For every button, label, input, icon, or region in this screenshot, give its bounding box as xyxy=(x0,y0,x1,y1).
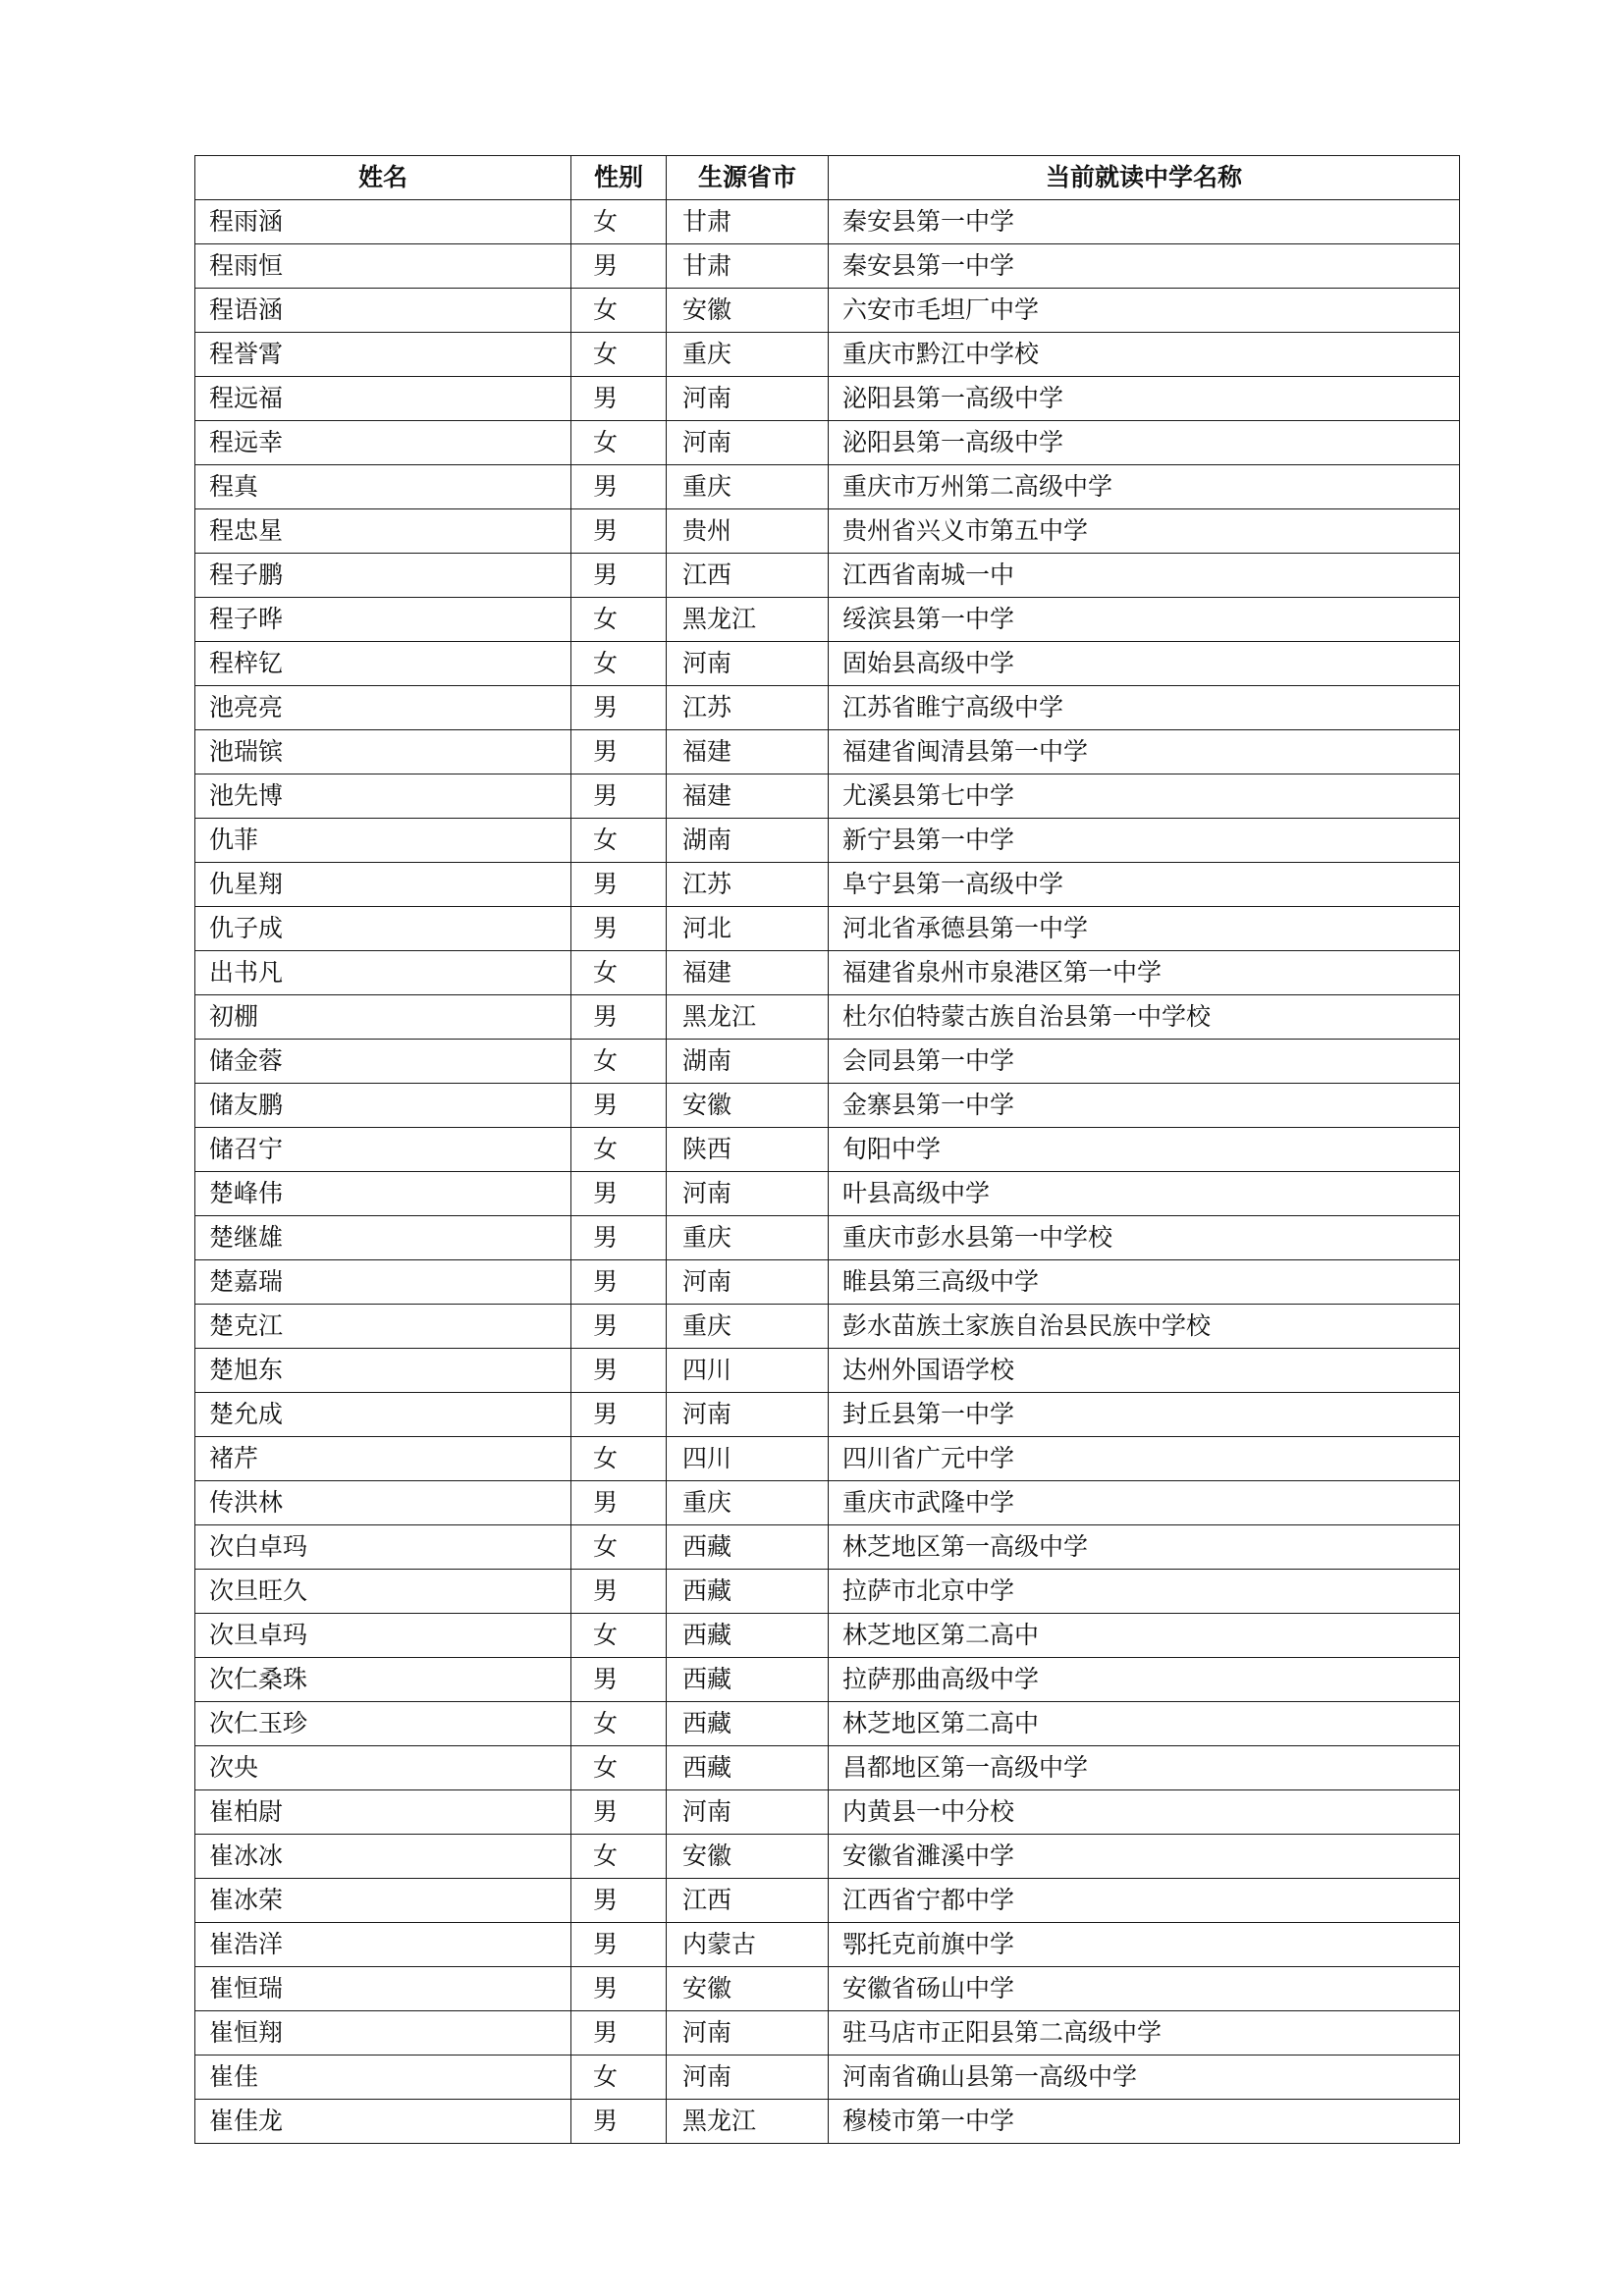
cell-school: 河南省确山县第一高级中学 xyxy=(829,2056,1460,2100)
cell-gender: 男 xyxy=(571,1658,667,1702)
cell-gender: 男 xyxy=(571,1967,667,2011)
cell-name: 程远福 xyxy=(195,377,571,421)
cell-school: 杜尔伯特蒙古族自治县第一中学校 xyxy=(829,995,1460,1040)
cell-school: 泌阳县第一高级中学 xyxy=(829,377,1460,421)
cell-gender: 男 xyxy=(571,774,667,819)
cell-gender: 男 xyxy=(571,863,667,907)
table-row xyxy=(195,730,1460,774)
cell-province: 重庆 xyxy=(667,465,829,509)
cell-province: 西藏 xyxy=(667,1525,829,1570)
cell-school: 贵州省兴义市第五中学 xyxy=(829,509,1460,554)
table-row xyxy=(195,1393,1460,1437)
cell-gender: 男 xyxy=(571,465,667,509)
table-row xyxy=(195,1305,1460,1349)
cell-province: 河南 xyxy=(667,1790,829,1835)
table-row xyxy=(195,1525,1460,1570)
table-row xyxy=(195,2056,1460,2100)
cell-province: 贵州 xyxy=(667,509,829,554)
cell-name: 池先博 xyxy=(195,774,571,819)
cell-gender: 男 xyxy=(571,1172,667,1216)
table-row xyxy=(195,598,1460,642)
cell-name: 楚峰伟 xyxy=(195,1172,571,1216)
cell-province: 安徽 xyxy=(667,289,829,333)
cell-school: 穆棱市第一中学 xyxy=(829,2100,1460,2144)
cell-school: 封丘县第一中学 xyxy=(829,1393,1460,1437)
table-row xyxy=(195,244,1460,289)
cell-gender: 男 xyxy=(571,1349,667,1393)
table-row xyxy=(195,1172,1460,1216)
table-row xyxy=(195,289,1460,333)
cell-school: 安徽省砀山中学 xyxy=(829,1967,1460,2011)
cell-name: 崔柏尉 xyxy=(195,1790,571,1835)
cell-gender: 男 xyxy=(571,686,667,730)
table-row xyxy=(195,1128,1460,1172)
cell-province: 黑龙江 xyxy=(667,2100,829,2144)
table-row xyxy=(195,200,1460,244)
cell-name: 楚旭东 xyxy=(195,1349,571,1393)
cell-province: 甘肃 xyxy=(667,200,829,244)
cell-school: 江西省南城一中 xyxy=(829,554,1460,598)
cell-name: 崔恒瑞 xyxy=(195,1967,571,2011)
cell-school: 会同县第一中学 xyxy=(829,1040,1460,1084)
cell-name: 次白卓玛 xyxy=(195,1525,571,1570)
cell-school: 拉萨那曲高级中学 xyxy=(829,1658,1460,1702)
cell-gender: 男 xyxy=(571,1260,667,1305)
table-row xyxy=(195,2011,1460,2056)
cell-school: 旬阳中学 xyxy=(829,1128,1460,1172)
cell-gender: 男 xyxy=(571,995,667,1040)
cell-gender: 男 xyxy=(571,244,667,289)
cell-name: 初棚 xyxy=(195,995,571,1040)
cell-province: 重庆 xyxy=(667,1305,829,1349)
cell-gender: 男 xyxy=(571,1084,667,1128)
table-row xyxy=(195,907,1460,951)
table-row xyxy=(195,554,1460,598)
table-row xyxy=(195,509,1460,554)
cell-school: 阜宁县第一高级中学 xyxy=(829,863,1460,907)
cell-province: 江苏 xyxy=(667,863,829,907)
cell-gender: 男 xyxy=(571,1879,667,1923)
cell-school: 泌阳县第一高级中学 xyxy=(829,421,1460,465)
cell-school: 重庆市武隆中学 xyxy=(829,1481,1460,1525)
cell-school: 彭水苗族土家族自治县民族中学校 xyxy=(829,1305,1460,1349)
cell-gender: 女 xyxy=(571,289,667,333)
cell-name: 崔佳龙 xyxy=(195,2100,571,2144)
cell-province: 河南 xyxy=(667,2011,829,2056)
cell-name: 程雨涵 xyxy=(195,200,571,244)
cell-name: 崔冰冰 xyxy=(195,1835,571,1879)
table-row xyxy=(195,465,1460,509)
cell-gender: 女 xyxy=(571,1702,667,1746)
cell-gender: 女 xyxy=(571,200,667,244)
cell-name: 次旦卓玛 xyxy=(195,1614,571,1658)
student-roster-table xyxy=(194,155,1460,2144)
table-row xyxy=(195,1746,1460,1790)
cell-province: 四川 xyxy=(667,1349,829,1393)
cell-name: 储友鹏 xyxy=(195,1084,571,1128)
cell-name: 程梓钇 xyxy=(195,642,571,686)
table-row xyxy=(195,686,1460,730)
cell-name: 程誉霄 xyxy=(195,333,571,377)
cell-school: 江西省宁都中学 xyxy=(829,1879,1460,1923)
cell-province: 安徽 xyxy=(667,1084,829,1128)
table-body xyxy=(195,200,1460,2144)
cell-name: 池瑞镔 xyxy=(195,730,571,774)
cell-gender: 女 xyxy=(571,1128,667,1172)
cell-gender: 女 xyxy=(571,1040,667,1084)
cell-school: 林芝地区第一高级中学 xyxy=(829,1525,1460,1570)
cell-province: 河南 xyxy=(667,1172,829,1216)
cell-school: 福建省闽清县第一中学 xyxy=(829,730,1460,774)
cell-province: 甘肃 xyxy=(667,244,829,289)
cell-name: 楚允成 xyxy=(195,1393,571,1437)
cell-province: 黑龙江 xyxy=(667,995,829,1040)
cell-gender: 女 xyxy=(571,1614,667,1658)
cell-name: 程雨恒 xyxy=(195,244,571,289)
cell-province: 福建 xyxy=(667,774,829,819)
cell-school: 福建省泉州市泉港区第一中学 xyxy=(829,951,1460,995)
header-name: 姓名 xyxy=(195,156,571,200)
table-row xyxy=(195,1923,1460,1967)
cell-province: 河南 xyxy=(667,421,829,465)
cell-gender: 男 xyxy=(571,1216,667,1260)
cell-school: 秦安县第一中学 xyxy=(829,244,1460,289)
cell-name: 出书凡 xyxy=(195,951,571,995)
cell-province: 湖南 xyxy=(667,819,829,863)
cell-province: 河南 xyxy=(667,2056,829,2100)
cell-gender: 男 xyxy=(571,1570,667,1614)
cell-name: 崔佳 xyxy=(195,2056,571,2100)
cell-school: 固始县高级中学 xyxy=(829,642,1460,686)
cell-province: 江西 xyxy=(667,554,829,598)
cell-school: 秦安县第一中学 xyxy=(829,200,1460,244)
table-row xyxy=(195,377,1460,421)
cell-school: 绥滨县第一中学 xyxy=(829,598,1460,642)
cell-school: 安徽省濉溪中学 xyxy=(829,1835,1460,1879)
table-row xyxy=(195,333,1460,377)
cell-gender: 男 xyxy=(571,1393,667,1437)
cell-province: 重庆 xyxy=(667,333,829,377)
table-row xyxy=(195,1084,1460,1128)
cell-name: 楚嘉瑞 xyxy=(195,1260,571,1305)
cell-school: 拉萨市北京中学 xyxy=(829,1570,1460,1614)
cell-province: 重庆 xyxy=(667,1481,829,1525)
header-gender: 性别 xyxy=(571,156,667,200)
cell-gender: 男 xyxy=(571,2100,667,2144)
cell-province: 陕西 xyxy=(667,1128,829,1172)
cell-school: 睢县第三高级中学 xyxy=(829,1260,1460,1305)
table-row xyxy=(195,2100,1460,2144)
table-row xyxy=(195,1260,1460,1305)
cell-school: 四川省广元中学 xyxy=(829,1437,1460,1481)
cell-gender: 男 xyxy=(571,554,667,598)
cell-gender: 男 xyxy=(571,907,667,951)
table-row xyxy=(195,421,1460,465)
cell-name: 楚继雄 xyxy=(195,1216,571,1260)
table-row xyxy=(195,1437,1460,1481)
cell-province: 西藏 xyxy=(667,1702,829,1746)
header-school: 当前就读中学名称 xyxy=(829,156,1460,200)
cell-school: 鄂托克前旗中学 xyxy=(829,1923,1460,1967)
cell-school: 尤溪县第七中学 xyxy=(829,774,1460,819)
cell-gender: 女 xyxy=(571,1835,667,1879)
cell-school: 内黄县一中分校 xyxy=(829,1790,1460,1835)
cell-name: 次旦旺久 xyxy=(195,1570,571,1614)
cell-gender: 男 xyxy=(571,730,667,774)
cell-province: 重庆 xyxy=(667,1216,829,1260)
cell-school: 新宁县第一中学 xyxy=(829,819,1460,863)
cell-name: 程真 xyxy=(195,465,571,509)
cell-name: 储召宁 xyxy=(195,1128,571,1172)
cell-province: 湖南 xyxy=(667,1040,829,1084)
table-row xyxy=(195,1879,1460,1923)
cell-province: 河南 xyxy=(667,377,829,421)
cell-gender: 女 xyxy=(571,598,667,642)
cell-name: 程子鹏 xyxy=(195,554,571,598)
table-row xyxy=(195,1570,1460,1614)
cell-name: 传洪林 xyxy=(195,1481,571,1525)
cell-name: 次仁玉珍 xyxy=(195,1702,571,1746)
table-row xyxy=(195,642,1460,686)
table-row xyxy=(195,951,1460,995)
table-row xyxy=(195,1614,1460,1658)
cell-school: 金寨县第一中学 xyxy=(829,1084,1460,1128)
cell-name: 仇星翔 xyxy=(195,863,571,907)
table-row xyxy=(195,995,1460,1040)
cell-gender: 女 xyxy=(571,1525,667,1570)
table-row xyxy=(195,1702,1460,1746)
cell-school: 重庆市万州第二高级中学 xyxy=(829,465,1460,509)
table-row xyxy=(195,1040,1460,1084)
table-row xyxy=(195,1658,1460,1702)
table-row xyxy=(195,819,1460,863)
cell-province: 江苏 xyxy=(667,686,829,730)
document-page xyxy=(194,155,1459,2144)
cell-province: 西藏 xyxy=(667,1614,829,1658)
cell-province: 河南 xyxy=(667,1260,829,1305)
table-row xyxy=(195,1481,1460,1525)
cell-gender: 男 xyxy=(571,1790,667,1835)
cell-gender: 男 xyxy=(571,377,667,421)
cell-school: 昌都地区第一高级中学 xyxy=(829,1746,1460,1790)
cell-province: 江西 xyxy=(667,1879,829,1923)
cell-province: 河南 xyxy=(667,1393,829,1437)
cell-school: 河北省承德县第一中学 xyxy=(829,907,1460,951)
cell-gender: 男 xyxy=(571,1923,667,1967)
cell-province: 黑龙江 xyxy=(667,598,829,642)
table-row xyxy=(195,1349,1460,1393)
cell-school: 达州外国语学校 xyxy=(829,1349,1460,1393)
cell-name: 褚芹 xyxy=(195,1437,571,1481)
cell-province: 河北 xyxy=(667,907,829,951)
cell-name: 池亮亮 xyxy=(195,686,571,730)
cell-name: 崔冰荣 xyxy=(195,1879,571,1923)
table-row xyxy=(195,774,1460,819)
cell-name: 次仁桑珠 xyxy=(195,1658,571,1702)
cell-gender: 女 xyxy=(571,333,667,377)
header-province: 生源省市 xyxy=(667,156,829,200)
cell-province: 西藏 xyxy=(667,1746,829,1790)
cell-name: 程远幸 xyxy=(195,421,571,465)
cell-gender: 女 xyxy=(571,642,667,686)
cell-name: 仇菲 xyxy=(195,819,571,863)
table-row xyxy=(195,1967,1460,2011)
cell-gender: 女 xyxy=(571,2056,667,2100)
table-row xyxy=(195,1790,1460,1835)
cell-school: 重庆市黔江中学校 xyxy=(829,333,1460,377)
cell-name: 崔浩洋 xyxy=(195,1923,571,1967)
cell-school: 六安市毛坦厂中学 xyxy=(829,289,1460,333)
cell-name: 楚克江 xyxy=(195,1305,571,1349)
cell-name: 崔恒翔 xyxy=(195,2011,571,2056)
table-header-row xyxy=(195,156,1460,200)
cell-gender: 女 xyxy=(571,1746,667,1790)
cell-gender: 男 xyxy=(571,1481,667,1525)
cell-province: 河南 xyxy=(667,642,829,686)
cell-school: 驻马店市正阳县第二高级中学 xyxy=(829,2011,1460,2056)
cell-name: 程语涵 xyxy=(195,289,571,333)
cell-gender: 女 xyxy=(571,1437,667,1481)
cell-province: 西藏 xyxy=(667,1658,829,1702)
cell-school: 叶县高级中学 xyxy=(829,1172,1460,1216)
cell-gender: 男 xyxy=(571,2011,667,2056)
cell-province: 安徽 xyxy=(667,1835,829,1879)
cell-gender: 男 xyxy=(571,1305,667,1349)
cell-school: 林芝地区第二高中 xyxy=(829,1614,1460,1658)
cell-name: 储金蓉 xyxy=(195,1040,571,1084)
cell-gender: 女 xyxy=(571,951,667,995)
cell-name: 程忠星 xyxy=(195,509,571,554)
cell-school: 江苏省睢宁高级中学 xyxy=(829,686,1460,730)
cell-school: 林芝地区第二高中 xyxy=(829,1702,1460,1746)
table-row xyxy=(195,1216,1460,1260)
cell-gender: 男 xyxy=(571,509,667,554)
cell-name: 程子晔 xyxy=(195,598,571,642)
cell-school: 重庆市彭水县第一中学校 xyxy=(829,1216,1460,1260)
table-row xyxy=(195,1835,1460,1879)
cell-province: 西藏 xyxy=(667,1570,829,1614)
table-row xyxy=(195,863,1460,907)
cell-province: 四川 xyxy=(667,1437,829,1481)
cell-province: 安徽 xyxy=(667,1967,829,2011)
cell-province: 内蒙古 xyxy=(667,1923,829,1967)
cell-name: 次央 xyxy=(195,1746,571,1790)
cell-gender: 女 xyxy=(571,421,667,465)
cell-gender: 女 xyxy=(571,819,667,863)
cell-name: 仇子成 xyxy=(195,907,571,951)
cell-province: 福建 xyxy=(667,730,829,774)
cell-province: 福建 xyxy=(667,951,829,995)
